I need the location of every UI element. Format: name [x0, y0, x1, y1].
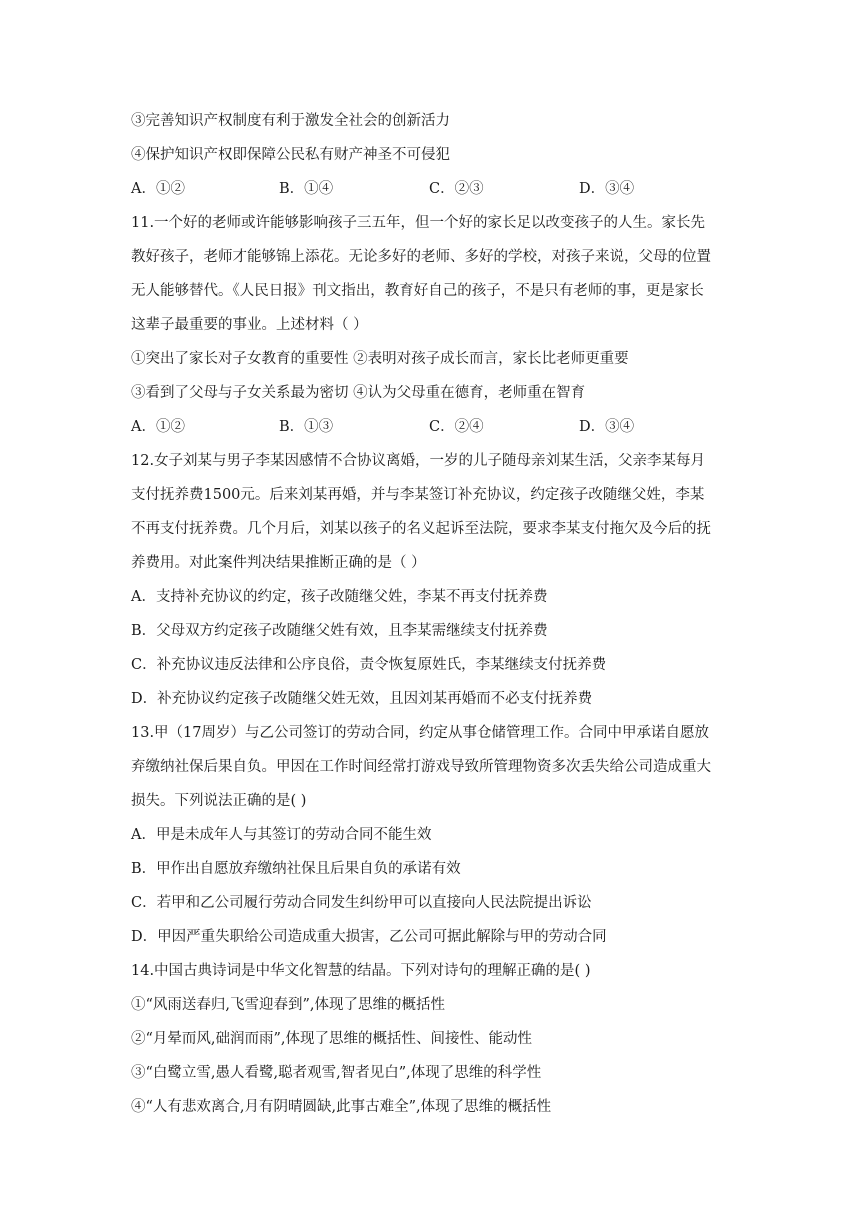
- q12-option-c: C．补充协议违反法律和公序良俗，责令恢复原姓氏，李某继续支付抚养费: [131, 657, 607, 673]
- option-d: D．③④: [579, 419, 635, 435]
- q12-option-a: A．支持补充协议的约定，孩子改随继父姓，李某不再支付抚养费: [131, 589, 548, 605]
- q11-stem-line-1: 11.一个好的老师或许能够影响孩子三五年，但一个好的家长足以改变孩子的人生。家长先: [131, 215, 706, 231]
- q14-statement-1: ①“风雨送春归,飞雪迎春到”,体现了思维的概括性: [131, 997, 446, 1013]
- q13-stem-line-1: 13.甲（17周岁）与乙公司签订的劳动合同，约定从事仓储管理工作。合同中甲承诺自愿放: [131, 725, 710, 741]
- q12-option-d: D．补充协议约定孩子改随继父姓无效，且因刘某再婚而不必支付抚养费: [131, 691, 593, 707]
- q11-statements-3-4: ③看到了父母与子女关系最为密切 ④认为父母重在德育，老师重在智育: [131, 385, 586, 401]
- q11-stem-line-4: 这辈子最重要的事业。上述材料（ ）: [131, 317, 368, 333]
- q14-statement-2: ②“月晕而风,础润而雨”,体现了思维的概括性、间接性、能动性: [131, 1031, 533, 1047]
- q12-stem-line-2: 支付抚养费1500元。后来刘某再婚，并与李某签订补充协议，约定孩子改随继父姓，李某: [131, 487, 705, 503]
- option-c: C．②④: [429, 419, 484, 435]
- q13-option-a: A．甲是未成年人与其签订的劳动合同不能生效: [131, 827, 432, 843]
- q11-stem-line-3: 无人能够替代。《人民日报》刊文指出，教育好自己的孩子，不是只有老师的事，更是家长: [131, 283, 704, 299]
- q14-stem: 14.中国古典诗词是中华文化智慧的结晶。下列对诗句的理解正确的是( ): [131, 963, 591, 979]
- q14-statement-4: ④“人有悲欢离合,月有阴晴圆缺,此事古难全”,体现了思维的概括性: [131, 1099, 552, 1115]
- option-b: B．①③: [279, 419, 334, 435]
- statement-3: ③完善知识产权制度有利于激发全社会的创新活力: [131, 113, 450, 129]
- q11-options-row: [131, 417, 731, 437]
- options-row: [131, 179, 731, 199]
- statement-4: ④保护知识产权即保障公民私有财产神圣不可侵犯: [131, 147, 450, 163]
- option-d: D．③④: [579, 181, 635, 197]
- option-a: A．①②: [131, 419, 185, 435]
- q13-stem-line-2: 弃缴纳社保后果自负。甲因在工作时间经常打游戏导致所管理物资多次丢失给公司造成重大: [131, 759, 711, 775]
- q12-stem-line-4: 养费用。对此案件判决结果推断正确的是（ ）: [131, 555, 426, 571]
- q11-statements-1-2: ①突出了家长对子女教育的重要性 ②表明对孩子成长而言，家长比老师更重要: [131, 351, 629, 367]
- q13-option-d: D．甲因严重失职给公司造成重大损害，乙公司可据此解除与甲的劳动合同: [131, 929, 607, 945]
- option-b: B．①④: [279, 181, 334, 197]
- q13-stem-line-3: 损失。下列说法正确的是( ): [131, 793, 307, 809]
- q13-option-c: C．若甲和乙公司履行劳动合同发生纠纷甲可以直接向人民法院提出诉讼: [131, 895, 592, 911]
- q11-stem-line-2: 教好孩子，老师才能够锦上添花。无论多好的老师、多好的学校，对孩子来说，父母的位置: [131, 249, 711, 265]
- option-c: C．②③: [429, 181, 484, 197]
- q14-statement-3: ③“白鹭立雪,愚人看鹭,聪者观雪,智者见白”,体现了思维的科学性: [131, 1065, 542, 1081]
- option-a: A．①②: [131, 181, 185, 197]
- q12-stem-line-3: 不再支付抚养费。几个月后，刘某以孩子的名义起诉至法院，要求李某支付拖欠及今后的抚: [131, 521, 711, 537]
- q12-stem-line-1: 12.女子刘某与男子李某因感情不合协议离婚，一岁的儿子随母亲刘某生活，父亲李某每月: [131, 453, 706, 469]
- q12-option-b: B．父母双方约定孩子改随继父姓有效，且李某需继续支付抚养费: [131, 623, 548, 639]
- q13-option-b: B．甲作出自愿放弃缴纳社保且后果自负的承诺有效: [131, 861, 461, 877]
